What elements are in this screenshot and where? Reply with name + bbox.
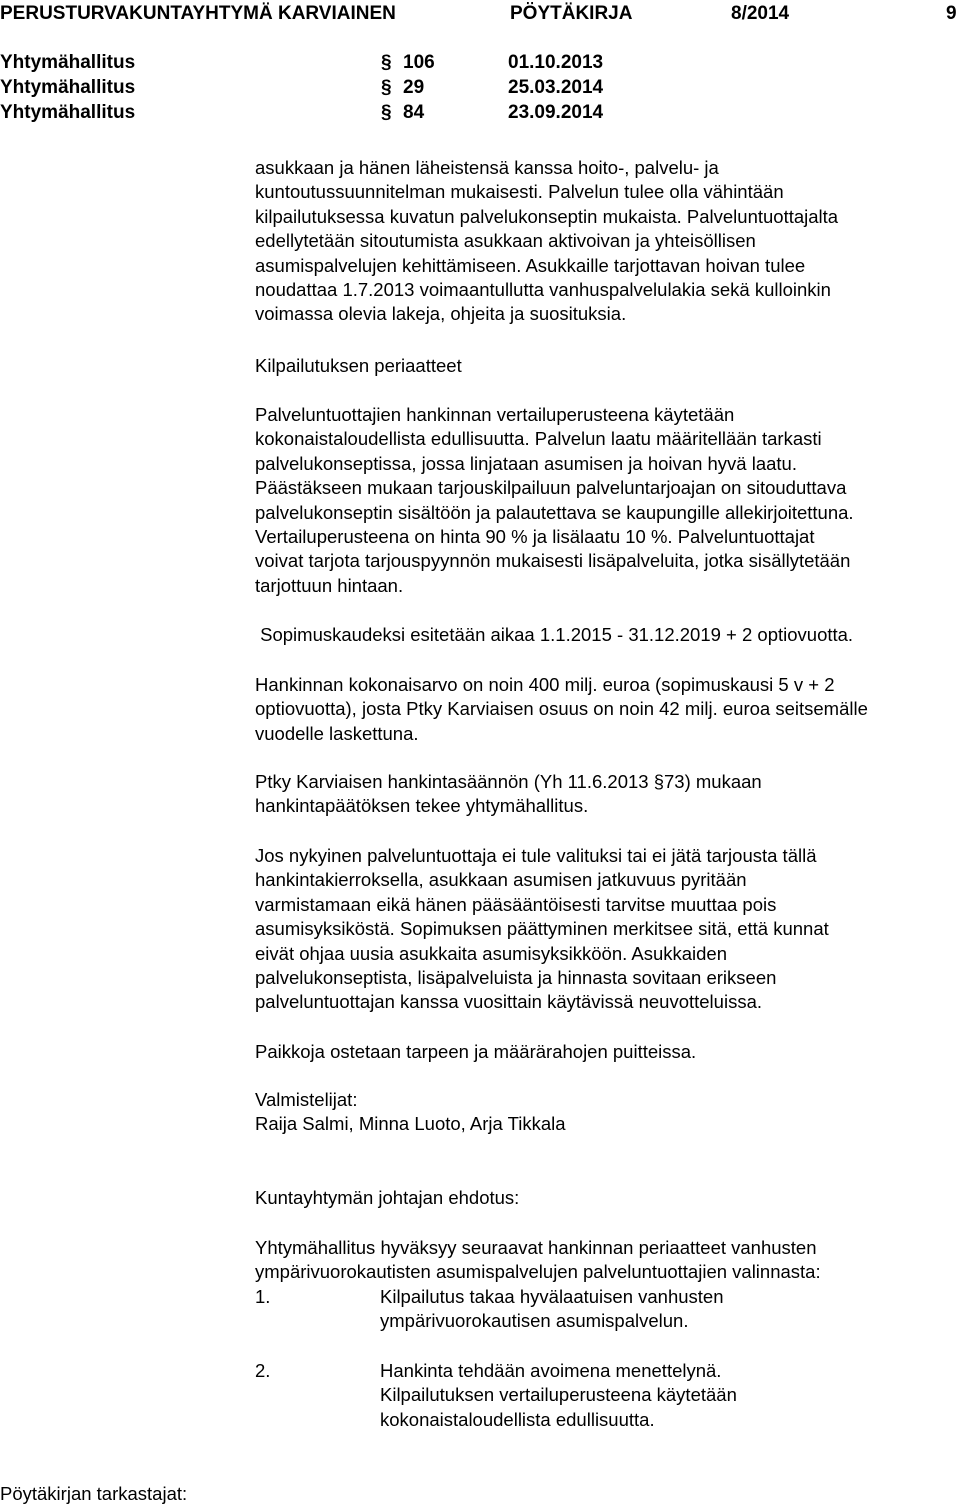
list-item-number: 2.	[255, 1360, 271, 1381]
text-line: kilpailutuksessa kuvatun palvelukonseptin mukaista. Palveluntuottajalta	[255, 205, 839, 227]
paragraph-criteria	[255, 403, 960, 598]
text-line: Hankinnan kokonaisarvo on noin 400 milj. euroa (sopimuskausi 5 v + 2	[255, 674, 835, 695]
paragraph-total-value	[255, 673, 960, 746]
page-number: 9	[946, 3, 957, 24]
text-line: asumispalvelujen kehittämiseen. Asukkaille tarjottavan hoivan tulee	[255, 254, 806, 276]
paragraph-service-requirements	[255, 156, 960, 327]
meta-number: 84	[403, 102, 425, 123]
text-line: palvelukonseptissa, jossa linjataan asumisen ja hoivan hyvä laatu.	[255, 452, 797, 474]
text-line: Ptky Karviaisen hankintasäännön (Yh 11.6.2013 §73) mukaan	[255, 771, 762, 792]
list-item-number: 1.	[255, 1286, 271, 1307]
meta-body: Yhtymähallitus	[0, 52, 136, 73]
preparers-block	[255, 1088, 960, 1137]
meta-date: 23.09.2014	[508, 102, 604, 123]
list-item-body	[380, 1359, 737, 1432]
text-line: voimassa olevia lakeja, ohjeita ja suosituksia.	[255, 303, 627, 325]
text-line: vuodelle laskettuna.	[255, 722, 419, 744]
text-line: kokonaistaloudellista edullisuutta. Palvelun laatu määritellään tarkasti	[255, 428, 822, 450]
text-line: palvelukonseptista, lisäpalveluista ja hinnasta sovitaan erikseen	[255, 967, 777, 989]
meta-number: 29	[403, 77, 425, 98]
organization-name: PERUSTURVAKUNTAYHTYMÄ KARVIAINEN	[0, 3, 396, 24]
text-line: Paikkoja ostetaan tarpeen ja määrärahojen puitteissa.	[255, 1041, 697, 1062]
text-line: Päästäkseen mukaan tarjouskilpailuun palveluntarjoajan on sitouduttava	[255, 477, 847, 499]
text-line: kokonaistaloudellista edullisuutta.	[380, 1408, 655, 1430]
text-line: asumisyksiköstä. Sopimuksen päättyminen merkitsee sitä, että kunnat	[255, 918, 829, 940]
text-line: ympärivuorokautisen asumispalvelun.	[380, 1310, 689, 1332]
meta-date: 25.03.2014	[508, 77, 604, 98]
section-heading	[255, 354, 960, 378]
text-line: noudattaa 1.7.2013 voimaantullutta vanhuspalvelulakia sekä kulloinkin	[255, 279, 831, 301]
text-line: Kilpailutus takaa hyvälaatuisen vanhusten	[380, 1286, 724, 1307]
text-line: kuntoutussuunnitelman mukaisesti. Palvelun tulee olla vähintään	[255, 181, 784, 203]
text-line: voivat tarjota tarjouspyynnön mukaisesti lisäpalveluita, jotka sisällytetään	[255, 550, 851, 572]
text-line: palvelukonseptin sisältöön ja palautettava se kaupungille allekirjoitettuna.	[255, 501, 854, 523]
text-line: hankintakierroksella, asukkaan asumisen jatkuvuus pyritään	[255, 869, 747, 891]
paragraph-continuity	[255, 844, 960, 1015]
text-line: varmistamaan eikä hänen pääsääntöisesti tarvitse muuttaa pois	[255, 893, 777, 915]
text-line: eivät ohjaa uusia asukkaita asumisyksikköön. Asukkaiden	[255, 942, 728, 964]
preparers-label: Valmistelijat:	[255, 1089, 358, 1110]
preparers-names: Raija Salmi, Minna Luoto, Arja Tikkala	[255, 1113, 566, 1135]
proposal-intro	[255, 1236, 960, 1285]
list-item-body	[380, 1285, 724, 1334]
text-line: hankintapäätöksen tekee yhtymähallitus.	[255, 795, 589, 817]
document-type: PÖYTÄKIRJA	[510, 3, 633, 24]
section-mark-icon: §	[381, 52, 392, 73]
document-number: 8/2014	[731, 3, 790, 24]
text-line: Yhtymähallitus hyväksyy seuraavat hankinnan periaatteet vanhusten	[255, 1237, 817, 1258]
heading-text: Kuntayhtymän johtajan ehdotus:	[255, 1187, 520, 1208]
text-line: Sopimuskaudeksi esitetään aikaa 1.1.2015 - 31.12.2019 + 2 optiovuotta.	[255, 624, 854, 645]
meta-number: 106	[403, 52, 435, 73]
heading-text: Kilpailutuksen periaatteet	[255, 355, 462, 376]
section-mark-icon: §	[381, 102, 392, 123]
paragraph-contract-period	[255, 623, 960, 647]
text-line: Palveluntuottajien hankinnan vertailuperusteena käytetään	[255, 404, 735, 425]
text-line: tarjottuun hintaan.	[255, 574, 404, 596]
text-line: palveluntuottajan kanssa vuosittain käytävissä neuvotteluissa.	[255, 991, 762, 1013]
section-mark-icon: §	[381, 77, 392, 98]
text-line: Vertailuperusteena on hinta 90 % ja lisälaatu 10 %. Palveluntuottajat	[255, 526, 815, 548]
meta-date: 01.10.2013	[508, 52, 604, 73]
text-line: optiovuotta), josta Ptky Karviaisen osuus on noin 42 milj. euroa seitsemälle	[255, 698, 868, 720]
proposal-heading	[255, 1186, 960, 1210]
text-line: Kilpailutuksen vertailuperusteena käytetään	[380, 1384, 737, 1406]
text-line: asukkaan ja hänen läheistensä kanssa hoito-, palvelu- ja	[255, 157, 719, 178]
text-line: Hankinta tehdään avoimena menettelynä.	[380, 1360, 722, 1381]
meta-body: Yhtymähallitus	[0, 102, 136, 123]
paragraph-purchase	[255, 1040, 960, 1064]
text-line: edellytetään sitoutumista asukkaan aktivoivan ja yhteisöllisen	[255, 230, 756, 252]
reviewers-label: Pöytäkirjan tarkastajat:	[0, 1483, 188, 1504]
paragraph-procurement-rule	[255, 770, 960, 819]
text-line: Jos nykyinen palveluntuottaja ei tule valituksi tai ei jätä tarjousta tällä	[255, 845, 817, 866]
meta-body: Yhtymähallitus	[0, 77, 136, 98]
text-line: ympärivuorokautisten asumispalvelujen palveluntuottajien valinnasta:	[255, 1261, 821, 1283]
